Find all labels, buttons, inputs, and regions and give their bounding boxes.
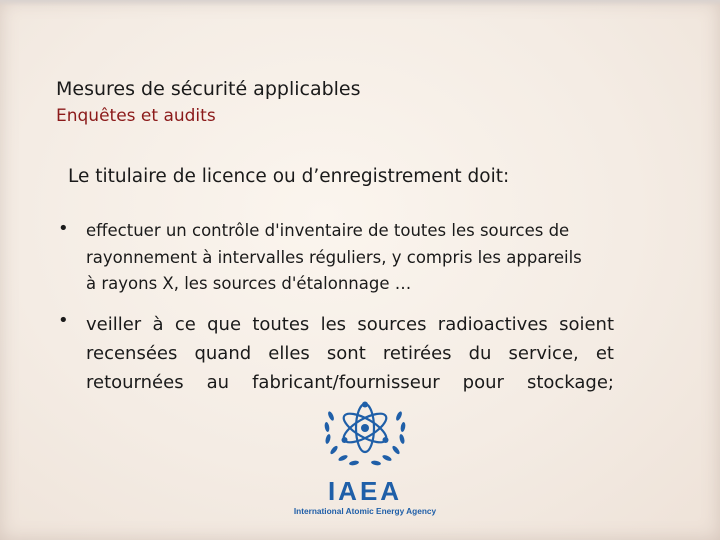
agency-name: International Atomic Energy Agency xyxy=(293,506,437,516)
bullet-line: veiller à ce que toutes les sources radioactives soient xyxy=(86,314,614,335)
iaea-logo xyxy=(285,398,445,523)
slide-top-edge xyxy=(0,0,720,6)
bullet-line: effectuer un contrôle d'inventaire de toutes les sources de xyxy=(86,221,570,240)
bullet-line: retournées au fabricant/fournisseur pour stockage; xyxy=(86,372,614,393)
bullet-line: rayonnement à intervalles réguliers, y compris les appareils xyxy=(86,247,582,267)
slide-title: Mesures de sécurité applicables xyxy=(56,78,361,100)
bullet-item-return-sources xyxy=(58,310,614,397)
bullet-text xyxy=(86,218,614,298)
bullet-dot: • xyxy=(58,218,69,239)
iaea-acronym: IAEA xyxy=(327,476,403,506)
bullet-line: recensées quand elles sont retirées du service, et xyxy=(86,343,614,364)
bullet-item-inventory xyxy=(58,218,614,298)
bullet-text xyxy=(86,310,614,397)
bullet-line: à rayons X, les sources d'étalonnage … xyxy=(86,274,412,293)
bullet-dot: • xyxy=(58,310,69,331)
slide-subtitle: Enquêtes et audits xyxy=(56,106,216,126)
intro-text: Le titulaire de licence ou d’enregistrement doit: xyxy=(68,166,510,187)
iaea-atom-olive-wreath-icon xyxy=(317,398,413,470)
